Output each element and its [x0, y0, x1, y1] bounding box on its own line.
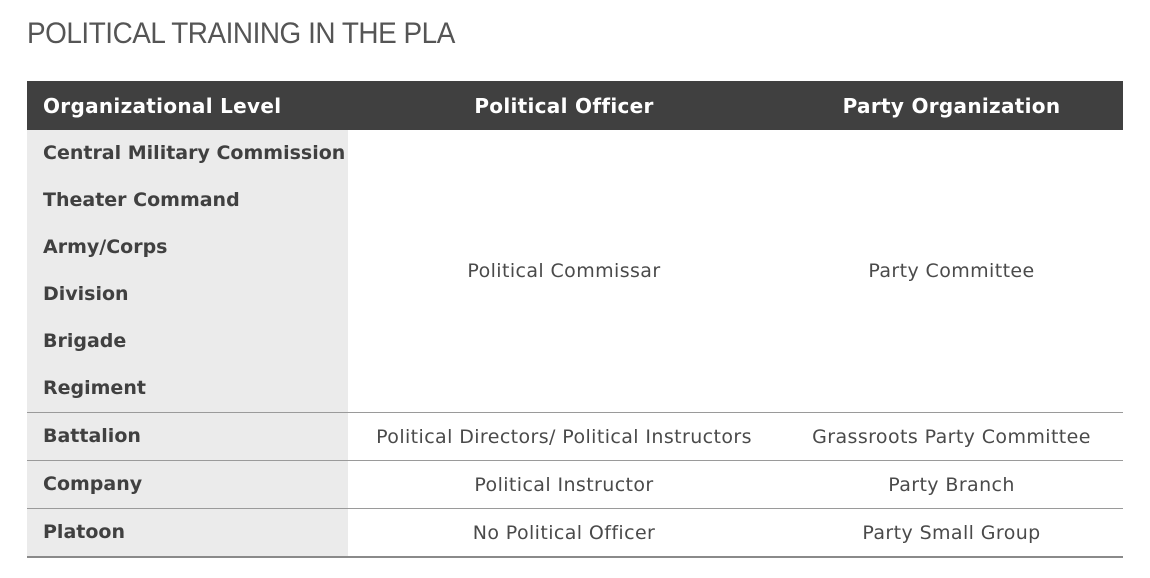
table-row	[27, 509, 1123, 558]
level-label: Battalion	[43, 425, 141, 447]
level-group-cell	[27, 130, 348, 413]
political-officer-cell: Political Directors/ Political Instructors	[348, 413, 780, 461]
level-label: Central Military Commission	[43, 142, 346, 164]
table-row	[27, 130, 1123, 413]
table-header-row	[27, 81, 1123, 130]
political-officer-cell: No Political Officer	[348, 509, 780, 558]
level-label: Regiment	[43, 377, 146, 399]
header-party-organization: Party Organization	[780, 81, 1123, 130]
level-cell	[27, 461, 348, 509]
level-label: Army/Corps	[43, 236, 168, 258]
table-row	[27, 413, 1123, 461]
page-title: POLITICAL TRAINING IN THE PLA	[27, 17, 455, 50]
level-cell	[27, 509, 348, 558]
header-political-officer: Political Officer	[348, 81, 780, 130]
party-organization-cell: Party Small Group	[780, 509, 1123, 558]
political-officer-cell: Political Commissar	[348, 130, 780, 413]
level-label: Division	[43, 283, 129, 305]
political-officer-cell: Political Instructor	[348, 461, 780, 509]
level-label: Company	[43, 473, 143, 495]
header-organizational-level: Organizational Level	[27, 81, 348, 130]
level-label: Theater Command	[43, 189, 240, 211]
level-cell	[27, 413, 348, 461]
table-row	[27, 461, 1123, 509]
party-organization-cell: Party Committee	[780, 130, 1123, 413]
organization-table	[27, 81, 1123, 558]
level-label: Brigade	[43, 330, 127, 352]
level-label: Platoon	[43, 521, 125, 543]
party-organization-cell: Party Branch	[780, 461, 1123, 509]
party-organization-cell: Grassroots Party Committee	[780, 413, 1123, 461]
